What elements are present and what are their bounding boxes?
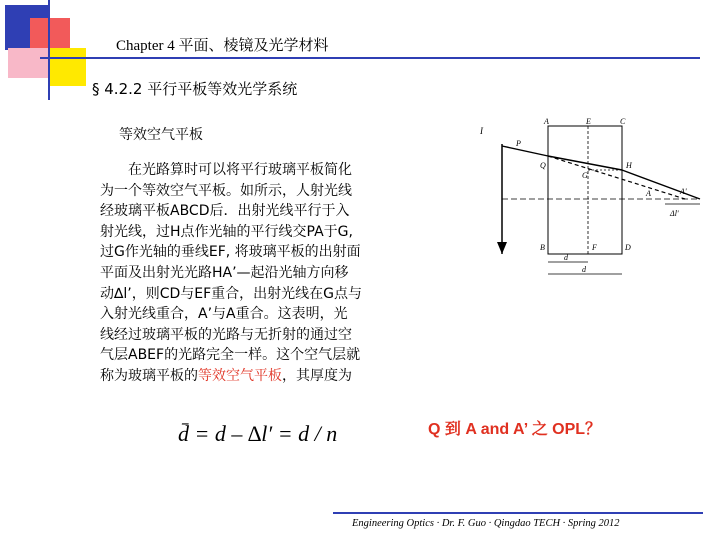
corner-pink-block: [8, 48, 48, 78]
label-delta-l: Δl': [670, 209, 679, 218]
body-line: 过G作光轴的垂线EF, 将玻璃平板的出射面: [100, 244, 361, 261]
highlight-term: 等效空气平板: [198, 367, 282, 384]
corner-vertical-rule: [48, 0, 50, 100]
body-line: 线经过玻璃平板的光路与无折射的通过空: [100, 326, 352, 343]
label-p: P: [516, 139, 521, 148]
section-title: § 4.2.2 平行平板等效光学系统: [92, 80, 298, 98]
label-d-corner: D: [625, 243, 631, 252]
label-a-prime: A': [680, 187, 687, 196]
footer-rule: [333, 512, 703, 514]
incident-ray: [502, 146, 548, 156]
plate-diagram: [470, 116, 710, 280]
body-line-last: [100, 366, 440, 387]
header-rule: [40, 57, 700, 59]
corner-red-block: [30, 18, 70, 50]
thickness-formula: d̄ = d – ∆l′ = d / n: [178, 421, 338, 446]
opl-question: Q 到 A and A’ 之 OPL？: [428, 421, 602, 438]
label-e: E: [586, 117, 591, 126]
emergent-ray: [622, 170, 700, 199]
label-c: C: [620, 117, 626, 126]
label-a: A: [646, 189, 651, 198]
body-line: 在光路算时可以将平行玻璃平板简化: [128, 162, 352, 178]
body-line: 射光线，过H点作光轴的平行线交PA于G,: [100, 223, 353, 240]
ray-continuation: [548, 156, 685, 199]
glass-plate: [548, 126, 622, 254]
corner-yellow-block: [48, 48, 86, 86]
body-line: 平面及出射光光路HA’—起沿光轴方向移: [100, 264, 349, 281]
last-line-after: ，其厚度为: [282, 367, 352, 384]
label-f: F: [592, 243, 597, 252]
chapter-title: Chapter 4 平面、棱镜及光学材料: [116, 38, 329, 54]
label-d: d: [582, 265, 586, 274]
body-line: 气层ABEF的光路完全一样。这个空气层就: [100, 347, 361, 364]
body-paragraph: [100, 160, 440, 387]
body-line: 经玻璃平板ABCD后．出射光线平行于入: [100, 203, 350, 220]
label-top-a: A: [544, 117, 549, 126]
body-line: 动∆l’，则CD与EF重合，出射光线在G点与: [100, 285, 363, 302]
label-g: G: [582, 171, 588, 180]
label-q: Q: [540, 161, 546, 170]
label-dbar: d̄: [564, 253, 568, 262]
body-line: 入射光线重合，A’与A重合。这表明，光: [100, 306, 348, 323]
body-line: 为一个等效空气平板。如所示，人射光线: [100, 182, 352, 199]
label-b: B: [540, 243, 545, 252]
last-line-before: 称为玻璃平板的: [100, 367, 198, 384]
subtitle: 等效空气平板: [119, 127, 203, 143]
label-i: I: [480, 126, 483, 136]
object-arrow-head: [497, 242, 507, 254]
label-h: H: [626, 161, 632, 170]
footer-text: Engineering Optics · Dr. F. Guo · Qingdao TECH · Spring 2012: [352, 518, 620, 529]
